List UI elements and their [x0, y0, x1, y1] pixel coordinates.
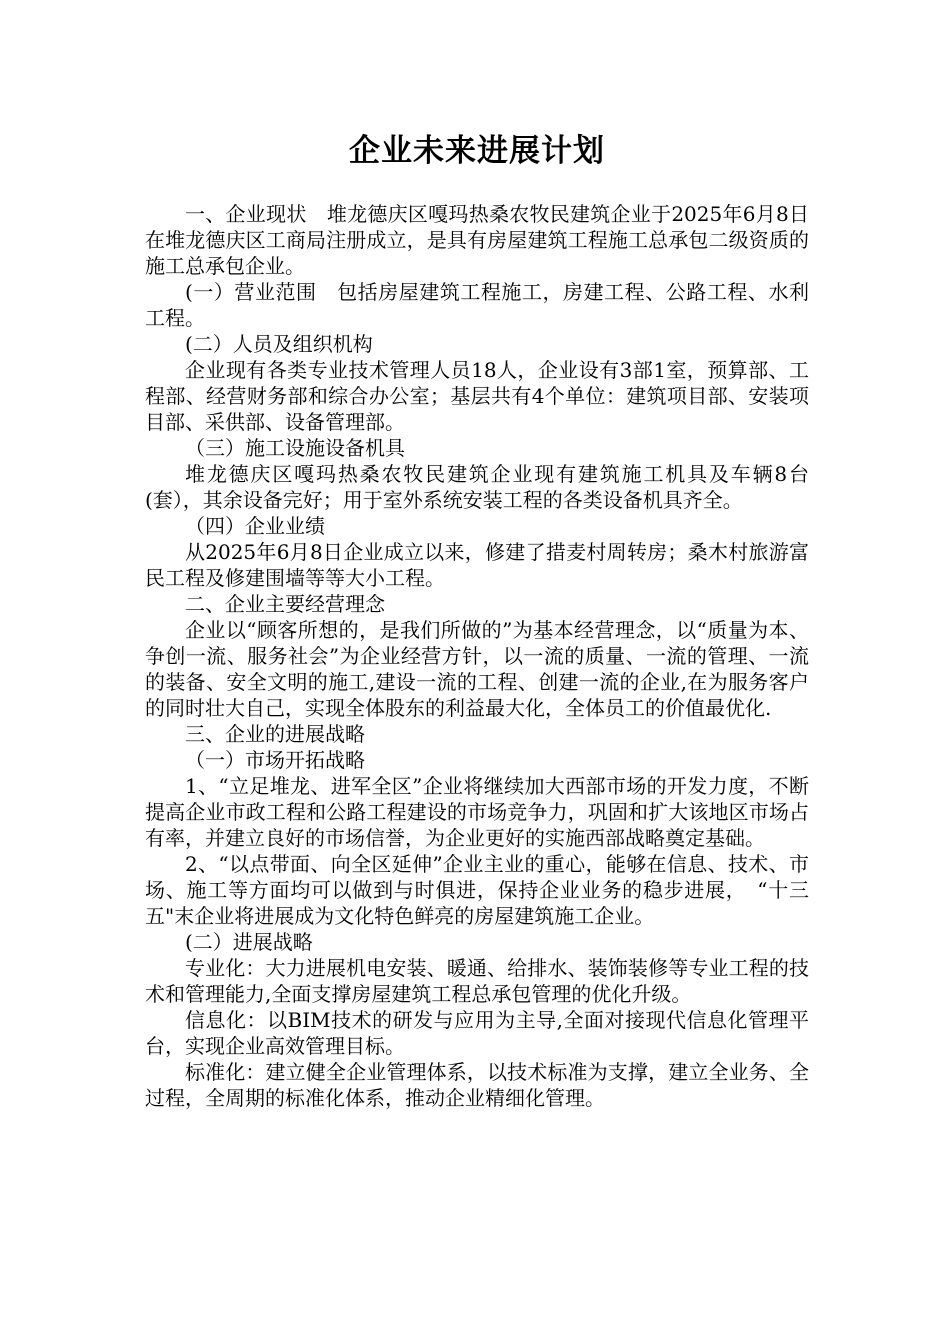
paragraph-strategy-heading: 三、企业的进展战略 — [185, 722, 365, 746]
paragraph-standardization: 标准化：建立健全企业管理体系，以技术标准为支撑，建立全业务、全过程，全周期的标准化体系，推动企业精细化管理。 — [145, 1060, 809, 1110]
paragraph-development-heading: (二）进展战略 — [185, 930, 313, 954]
paragraph-informatization: 信息化：以BIM技术的研发与应用为主导,全面对接现代信息化管理平台，实现企业高效管理目标。 — [145, 1008, 809, 1058]
paragraph-market-1: 1、“立足堆龙、进军全区”企业将继续加大西部市场的开发力度，不断提高企业市政工程和公路工程建设的市场竞争力，巩固和扩大该地区市场占有率，并建立良好的市场信誉，为企业更好的实施西部战略奠定基础。 — [145, 774, 809, 850]
paragraph-equipment: 堆龙德庆区嘎玛热桑农牧民建筑企业现有建筑施工机具及车辆8台(套），其余设备完好；用于室外系统安装工程的各类设备机具齐全。 — [145, 462, 809, 512]
document-body — [145, 201, 809, 1111]
document-page — [145, 125, 809, 1111]
paragraph-performance: 从2025年6月8日企业成立以来，修建了措麦村周转房；桑木村旅游富民工程及修建围墙等等大小工程。 — [145, 540, 809, 590]
paragraph-business-scope: (一）营业范围 包括房屋建筑工程施工，房建工程、公路工程、水利工程。 — [145, 280, 809, 330]
paragraph-staff: 企业现有各类专业技术管理人员18人，企业设有3部1室，预算部、工程部、经营财务部和综合办公室；基层共有4个单位：建筑项目部、安装项目部、采供部、设备管理部。 — [145, 358, 809, 434]
paragraph-equipment-heading: （三）施工设施设备机具 — [185, 436, 405, 460]
paragraph-philosophy-heading: 二、企业主要经营理念 — [185, 592, 385, 616]
paragraph-market-2: 2、“以点带面、向全区延伸”企业主业的重心，能够在信息、技术、市场、施工等方面均可以做到与时俱进，保持企业业务的稳步进展， “十三五"末企业将进展成为文化特色鲜亮的房屋建筑施工企业。 — [145, 852, 809, 928]
page-title: 企业未来进展计划 — [349, 133, 605, 169]
paragraph-market-heading: （一）市场开拓战略 — [185, 748, 365, 772]
paragraph-philosophy: 企业以“顾客所想的，是我们所做的”为基本经营理念，以“质量为本、争创一流、服务社会”为企业经营方针，以一流的质量、一流的管理、一流的装备、安全文明的施工,建设一流的工程、创建一流的企业,在为服务客户的同时壮大自己，实现全体股东的利益最大化，全体员工的价值最优化. — [145, 618, 809, 720]
paragraph-status: 一、企业现状 堆龙德庆区嘎玛热桑农牧民建筑企业于2025年6月8日在堆龙德庆区工商局注册成立，是具有房屋建筑工程施工总承包二级资质的施工总承包企业。 — [145, 202, 809, 278]
paragraph-specialization: 专业化：大力进展机电安装、暖通、给排水、装饰装修等专业工程的技术和管理能力,全面支撑房屋建筑工程总承包管理的优化升级。 — [145, 956, 809, 1006]
paragraph-staff-heading: (二）人员及组织机构 — [185, 332, 373, 356]
paragraph-performance-heading: （四）企业业绩 — [185, 514, 325, 538]
